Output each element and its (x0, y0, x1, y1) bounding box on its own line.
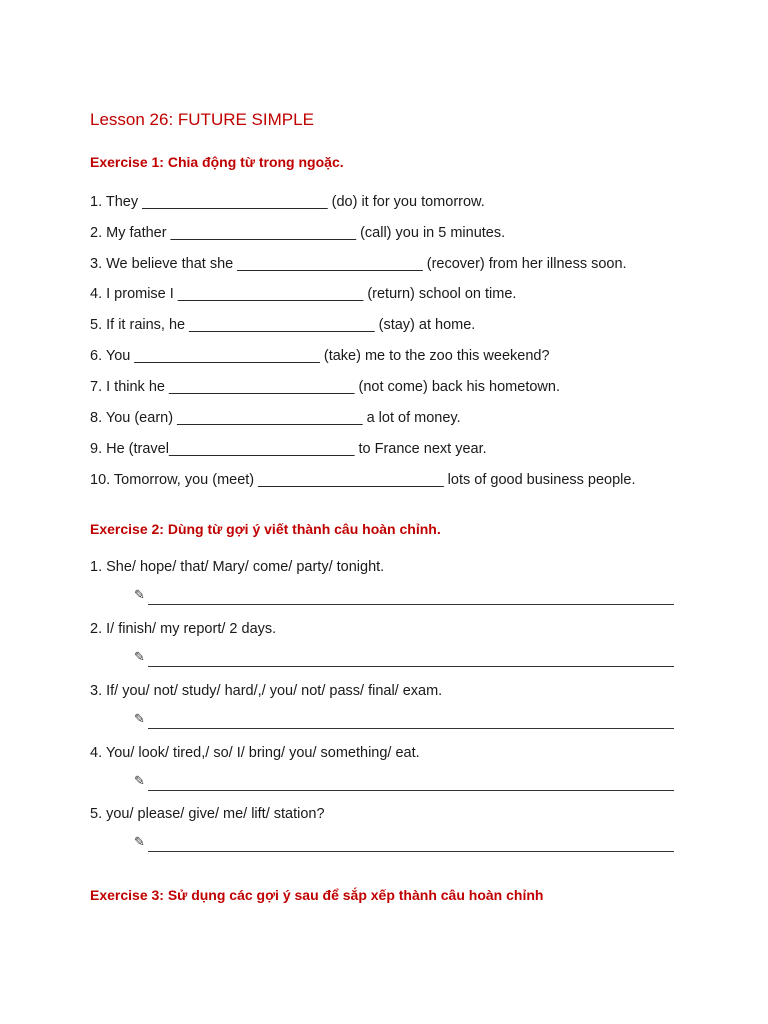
exercise-1-item: 3. We believe that she _______________________ (recover) from her illness soon. (90, 256, 627, 272)
exercise-1-item: 4. I promise I _______________________ (return) school on time. (90, 286, 517, 302)
exercise-1-item: 7. I think he _______________________ (not come) back his hometown. (90, 379, 560, 395)
exercise-1-item: 2. My father _______________________ (call) you in 5 minutes. (90, 225, 506, 241)
exercise-1-item: 5. If it rains, he _______________________ (stay) at home. (90, 317, 476, 333)
pencil-icon: ✎ (134, 650, 145, 665)
exercise-1-item: 6. You _______________________ (take) me to the zoo this weekend? (90, 348, 550, 364)
answer-rule (148, 604, 674, 605)
pencil-icon: ✎ (134, 588, 145, 603)
exercise-2-item: 1. She/ hope/ that/ Mary/ come/ party/ tonight. (90, 559, 385, 575)
pencil-icon: ✎ (134, 774, 145, 789)
answer-line[interactable] (134, 712, 674, 730)
lesson-title: Lesson 26: FUTURE SIMPLE (90, 110, 314, 129)
answer-rule (148, 790, 674, 791)
answer-line[interactable] (134, 650, 674, 668)
answer-line[interactable] (134, 588, 674, 606)
exercise-1-item: 9. He (travel_______________________ to France next year. (90, 441, 487, 457)
exercise-3-heading: Exercise 3: Sử dụng các gợi ý sau để sắp xếp thành câu hoàn chỉnh (90, 887, 544, 903)
answer-rule (148, 851, 674, 852)
pencil-icon: ✎ (134, 712, 145, 727)
exercise-1-item: 1. They _______________________ (do) it for you tomorrow. (90, 194, 485, 210)
exercise-2-item: 2. I/ finish/ my report/ 2 days. (90, 621, 277, 637)
answer-rule (148, 728, 674, 729)
pencil-icon: ✎ (134, 835, 145, 850)
answer-line[interactable] (134, 774, 674, 792)
exercise-1-heading: Exercise 1: Chia động từ trong ngoặc. (90, 154, 344, 170)
exercise-2-item: 3. If/ you/ not/ study/ hard/,/ you/ not/ pass/ final/ exam. (90, 683, 443, 699)
exercise-2-item: 5. you/ please/ give/ me/ lift/ station? (90, 806, 325, 822)
exercise-1-item: 10. Tomorrow, you (meet) _______________________ lots of good business people. (90, 472, 636, 488)
answer-line[interactable] (134, 835, 674, 853)
answer-rule (148, 666, 674, 667)
exercise-1-item: 8. You (earn) _______________________ a lot of money. (90, 410, 461, 426)
exercise-2-heading: Exercise 2: Dùng từ gợi ý viết thành câu hoàn chỉnh. (90, 521, 441, 537)
exercise-2-item: 4. You/ look/ tired,/ so/ I/ bring/ you/ something/ eat. (90, 745, 420, 761)
